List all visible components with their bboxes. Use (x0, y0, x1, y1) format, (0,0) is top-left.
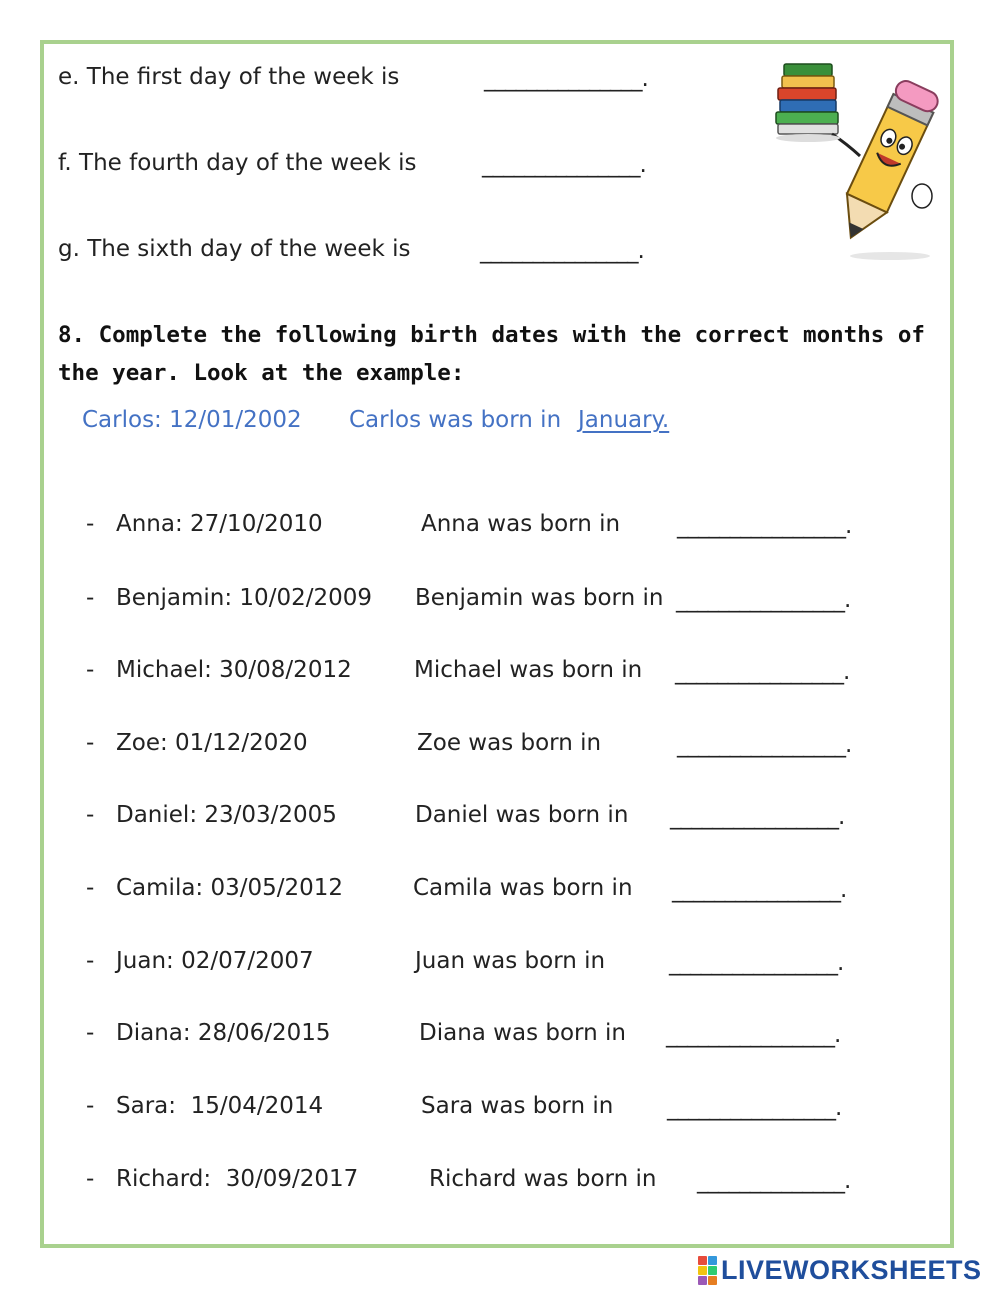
answer-blank[interactable]: ________________. (667, 1095, 842, 1121)
birth-date-label: Daniel: 23/03/2005 (116, 802, 337, 828)
list-dash: - (86, 1166, 95, 1192)
pencil-with-books-icon (772, 56, 942, 266)
list-dash: - (86, 802, 95, 828)
birth-sentence: Anna was born in (421, 511, 621, 537)
example-answer (578, 407, 669, 433)
birth-date-label: Michael: 30/08/2012 (116, 657, 352, 683)
birth-sentence: Juan was born in (415, 948, 606, 974)
question-g: g. The sixth day of the week is (58, 236, 411, 262)
birth-sentence: Camila was born in (413, 875, 633, 901)
answer-blank-f[interactable]: _______________. (482, 152, 646, 178)
answer-blank[interactable]: ________________. (677, 513, 852, 539)
question-e: e. The first day of the week is (58, 64, 400, 90)
answer-blank-e[interactable]: _______________. (484, 66, 648, 92)
birth-date-label: Camila: 03/05/2012 (116, 875, 344, 901)
liveworksheets-logo (698, 1255, 982, 1285)
list-dash: - (86, 948, 95, 974)
list-dash: - (86, 730, 95, 756)
list-dash: - (86, 657, 95, 683)
list-dash: - (86, 1093, 95, 1119)
birth-sentence: Diana was born in (419, 1020, 626, 1046)
list-dash: - (86, 511, 95, 537)
answer-blank-g[interactable]: _______________. (480, 238, 644, 264)
example-date: Carlos: 12/01/2002 (82, 407, 302, 433)
birth-sentence: Michael was born in (414, 657, 643, 683)
birth-date-label: Diana: 28/06/2015 (116, 1020, 331, 1046)
logo-blocks-icon (698, 1256, 717, 1285)
birth-date-label: Sara: 15/04/2014 (116, 1093, 324, 1119)
birth-date-label: Anna: 27/10/2010 (116, 511, 323, 537)
birth-date-label: Richard: 30/09/2017 (116, 1166, 359, 1192)
section8-heading-line2: the year. Look at the example: (58, 360, 465, 386)
answer-blank[interactable]: ________________. (669, 950, 844, 976)
list-dash: - (86, 875, 95, 901)
example-sentence: Carlos was born in (349, 407, 562, 433)
birth-sentence: Sara was born in (421, 1093, 614, 1119)
list-dash: - (86, 585, 95, 611)
logo-text: LIVEWORKSHEETS (721, 1254, 982, 1285)
birth-date-label: Juan: 02/07/2007 (116, 948, 314, 974)
birth-sentence: Zoe was born in (417, 730, 602, 756)
birth-date-label: Benjamin: 10/02/2009 (116, 585, 372, 611)
answer-blank[interactable]: ______________. (697, 1168, 851, 1194)
birth-sentence: Richard was born in (429, 1166, 657, 1192)
answer-blank[interactable]: ________________. (666, 1022, 841, 1048)
answer-blank[interactable]: ________________. (677, 732, 852, 758)
answer-blank[interactable]: ________________. (676, 587, 851, 613)
birth-date-label: Zoe: 01/12/2020 (116, 730, 308, 756)
answer-blank[interactable]: ________________. (672, 877, 847, 903)
birth-sentence: Daniel was born in (415, 802, 629, 828)
list-dash: - (86, 1020, 95, 1046)
birth-sentence: Benjamin was born in (415, 585, 664, 611)
answer-blank[interactable]: ________________. (670, 804, 845, 830)
answer-blank[interactable]: ________________. (675, 659, 850, 685)
example-answer-text: January. (578, 407, 670, 433)
section8-heading-line1: 8. Complete the following birth dates with the correct months of (58, 322, 925, 348)
question-f: f. The fourth day of the week is (58, 150, 417, 176)
